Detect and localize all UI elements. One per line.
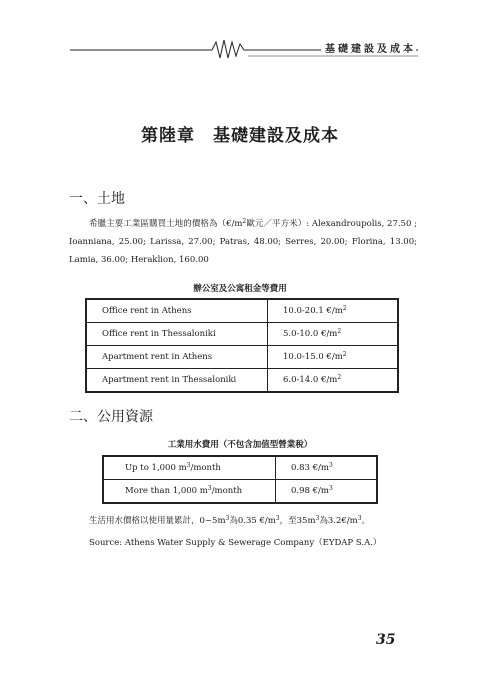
source-note: Source: Athens Water Supply & Sewerage Company（EYDAP S.A.） <box>89 538 382 548</box>
rent-table <box>85 298 399 393</box>
land-price-text-b: 歐元／平方米）: Alexandroupolis, 27.50 ; Ioanniana, 25.00; Larissa, 27.00; Patras, 48.00; Serres, 20.00; Florina, 13.00; Lamia, 36.00; Heraklion, 160.00 <box>69 219 417 265</box>
table-row <box>103 480 377 504</box>
water-table-caption: 工業用水費用（不包含加值型營業稅） <box>167 440 313 450</box>
land-price-paragraph <box>69 215 417 269</box>
table-cell-value: 5.0-10.0 $€/m^2$ <box>268 323 399 346</box>
header-title: 基礎建設及成本 <box>321 40 416 55</box>
water-table <box>102 455 378 504</box>
running-header <box>70 36 418 62</box>
table-row <box>86 346 398 369</box>
table-cell-label: Office rent in Thessaloniki <box>86 323 268 346</box>
table-row <box>103 456 377 480</box>
rent-table-caption: 辦公室及公寓租金等費用 <box>193 284 287 294</box>
table-row <box>86 369 398 393</box>
table-cell-label: Up to 1,000 $m^3$/month <box>103 456 276 480</box>
table-cell-value: 10.0-20.1 $€/m^2$ <box>268 299 399 323</box>
land-price-sup: 2 <box>242 218 247 225</box>
table-cell-label: Apartment rent in Thessaloniki <box>86 369 268 393</box>
section-heading-utilities: 二、公用資源 <box>69 409 153 425</box>
section-heading-land: 一、土地 <box>69 191 125 207</box>
chapter-title: 第陸章 基礎建設及成本 <box>141 126 339 146</box>
table-cell-label: Office rent in Athens <box>86 299 268 323</box>
page-number: 35 <box>376 632 396 648</box>
table-cell-value: 0.98 $€/m^3$ <box>276 480 378 504</box>
table-row <box>86 323 398 346</box>
land-price-text-a: 希臘主要工業區購買土地的價格為（€/m <box>89 219 243 229</box>
table-cell-value: 6.0-14.0 $€/m^2$ <box>268 369 399 393</box>
table-cell-value: 10.0-15.0 $€/m^2$ <box>268 346 399 369</box>
table-row <box>86 299 398 323</box>
table-cell-label: More than 1,000 $m^3$/month <box>103 480 276 504</box>
table-cell-label: Apartment rent in Athens <box>86 346 268 369</box>
water-price-note: 生活用水價格以使用量累計，$0\sim 5m^3$為0.35 $€/m^3$，至$35m^3$為$3.2€/m^3$。 <box>89 515 371 526</box>
table-cell-value: 0.83 $€/m^3$ <box>276 456 378 480</box>
